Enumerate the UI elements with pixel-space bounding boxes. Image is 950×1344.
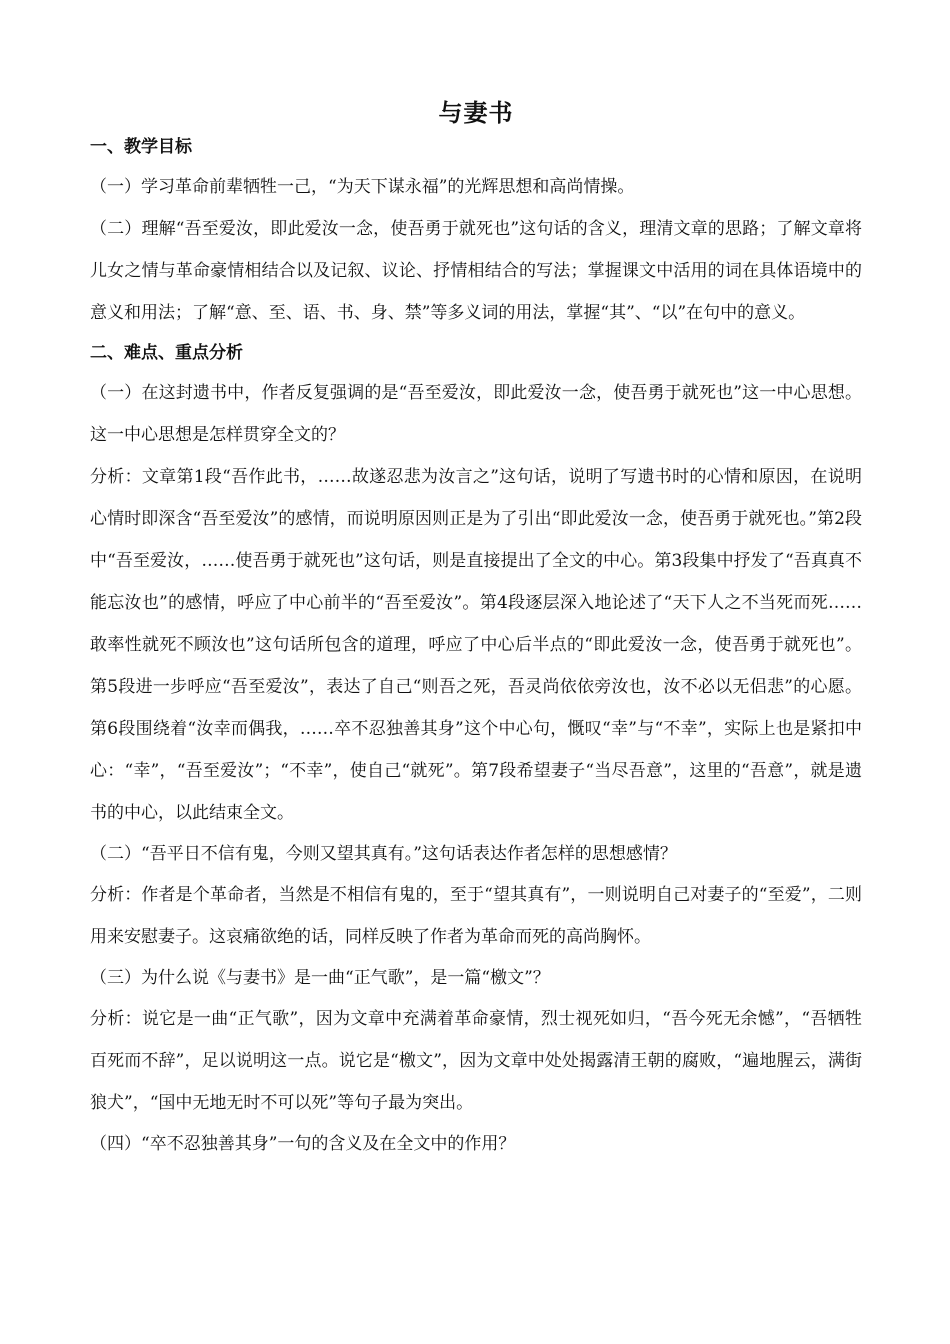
question-3: （三）为什么说《与妻书》是一曲“正气歌”，是一篇“檄文”？ [90,968,550,988]
section-heading-key-points: 二、难点、重点分析 [90,343,243,363]
document-page [90,96,862,1164]
section-heading-objectives: 一、教学目标 [90,137,192,157]
analysis-1: 分析：文章第1段“吾作此书，……故遂忍悲为汝言之”这句话，说明了写遗书时的心情和原因，在说明心情时即深含“吾至爱汝”的感情，而说明原因则正是为了引出“即此爱汝一念，使吾勇于就死也。”第2段中“吾至爱汝，……使吾勇于就死也”这句话，则是直接提出了全文的中心。第3段集中抒发了“吾真真不能忘汝也”的感情，呼应了中心前半的“吾至爱汝”。第4段逐层深入地论述了“天下人之不当死而死……敢率性就死不顾汝也”这句话所包含的道理，呼应了中心后半点的“即此爱汝一念，使吾勇于就死也”。第5段进一步呼应“吾至爱汝”，表达了自己“则吾之死，吾灵尚依依旁汝也，汝不必以无侣悲”的心愿。第6段围绕着“汝幸而偶我，……卒不忍独善其身”这个中心句，慨叹“幸”与“不幸”，实际上也是紧扣中心：“幸”，“吾至爱汝”；“不幸”，使自己“就死”。第7段希望妻子“当尽吾意”，这里的“吾意”，就是遗书的中心，以此结束全文。 [90,467,862,823]
question-4: （四）“卒不忍独善其身”一句的含义及在全文中的作用？ [90,1134,516,1154]
question-1: （一）在这封遗书中，作者反复强调的是“吾至爱汝，即此爱汝一念，使吾勇于就死也”这一中心思想。这一中心思想是怎样贯穿全文的？ [90,383,862,445]
question-2: （二）“吾平日不信有鬼，今则又望其真有。”这句话表达作者怎样的思想感情？ [90,844,677,864]
document-title: 与妻书 [438,98,514,127]
analysis-2: 分析：作者是个革命者，当然是不相信有鬼的，至于“望其真有”，一则说明自己对妻子的“至爱”，二则用来安慰妻子。这哀痛欲绝的话，同样反映了作者为革命而死的高尚胸怀。 [90,885,862,947]
objective-item-2: （二）理解“吾至爱汝，即此爱汝一念，使吾勇于就死也”这句话的含义，理清文章的思路；了解文章将儿女之情与革命豪情相结合以及记叙、议论、抒情相结合的写法；掌握课文中活用的词在具体语境中的意义和用法；了解“意、至、语、书、身、禁”等多义词的用法，掌握“其”、“以”在句中的意义。 [90,219,862,323]
objective-item-1: （一）学习革命前辈牺牲一己，“为天下谋永福”的光辉思想和高尚情操。 [90,177,635,197]
analysis-3: 分析：说它是一曲“正气歌”，因为文章中充满着革命豪情，烈士视死如归，“吾今死无余憾”，“吾牺牲百死而不辞”，足以说明这一点。说它是“檄文”，因为文章中处处揭露清王朝的腐败，“遍地腥云，满街狼犬”，“国中无地无时不可以死”等句子最为突出。 [90,1009,862,1113]
